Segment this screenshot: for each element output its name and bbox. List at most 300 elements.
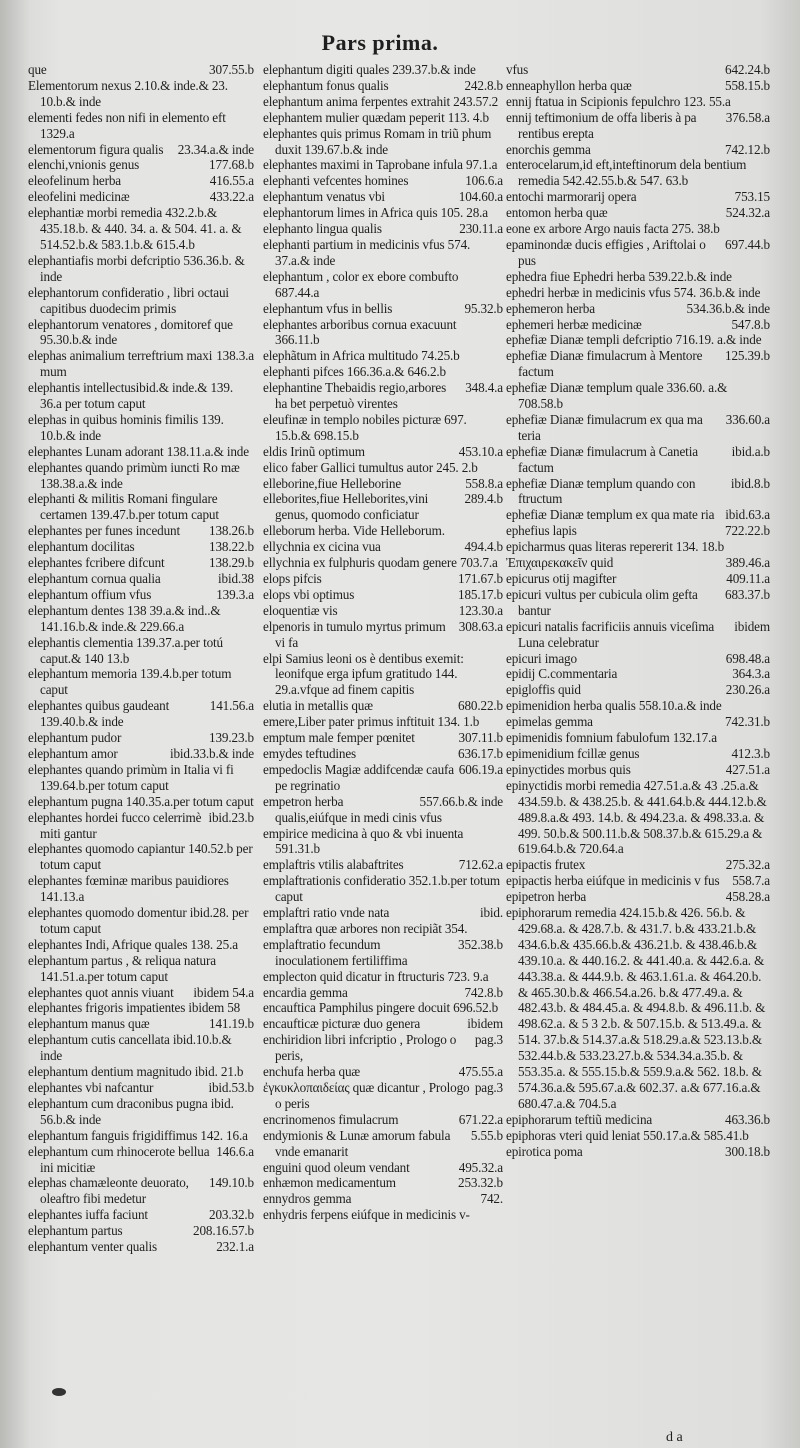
- index-entry-text: elops vbi optimus: [263, 586, 355, 602]
- index-entry: [263, 380, 503, 412]
- index-entry-text: elephantes Lunam adorant 138.11.a.& inde: [28, 443, 249, 459]
- index-entry: [28, 1016, 254, 1032]
- index-entry: [263, 1112, 503, 1128]
- index-entry-ref: 427.51.a: [725, 761, 770, 777]
- index-entry-ref: ibid.33.b.& inde: [169, 745, 254, 761]
- index-entry-text: epicharmus quas literas repererit 134. 18.b: [506, 539, 725, 555]
- index-entry-text: eone ex arbore Argo nauis facta 275. 38.b: [506, 221, 720, 237]
- index-entry: [263, 651, 503, 699]
- index-entry: [28, 555, 254, 571]
- index-entry: [28, 810, 254, 842]
- index-entry: [28, 635, 254, 667]
- index-entry-ref: 141.56.a: [209, 698, 254, 714]
- index-entry-ref: 138.22.b: [209, 539, 254, 555]
- index-entry-text: emere,Liber pater primus inftituit 134. 1.b: [263, 714, 480, 730]
- index-entry-ref: 149.10.b: [209, 1175, 254, 1191]
- index-entry: [506, 1112, 770, 1128]
- index-entry-text: entochi marmorarij opera: [506, 189, 637, 205]
- index-entry-text: elleborine,fiue Helleborine: [263, 475, 402, 491]
- index-entry-text: elpenoris in tumulo myrtus primum vi fa: [263, 618, 446, 650]
- index-entry-text: enhæmon medicamentum: [263, 1175, 396, 1191]
- index-entry: [506, 1144, 770, 1160]
- index-entry-text: elephantum dentes 138 39.a.& ind..& 141.16.b.& inde.& 229.66.a: [28, 602, 221, 634]
- index-entry-text: elephantorum limes in Africa quis 105. 28.a: [263, 205, 489, 221]
- index-entry-text: elephantes quomodo capiantur 140.52.b per totum caput: [28, 841, 253, 873]
- index-column-2: [263, 62, 503, 1223]
- index-entry: [28, 78, 254, 110]
- index-entry: [263, 826, 503, 858]
- index-entry: [263, 1207, 503, 1223]
- index-entry: [263, 714, 503, 730]
- index-entry-text: elementorum figura qualis: [28, 141, 164, 157]
- index-entry-text: enterocelarum,id eft,inteftinorum dela bentium remedia 542.42.55.b.& 547. 63.b: [506, 157, 747, 189]
- index-entry-ref: 557.66.b.& inde: [419, 793, 503, 809]
- index-entry-text: epimenidium fcillæ genus: [506, 745, 640, 761]
- ink-blot: [52, 1388, 66, 1396]
- index-entry: [28, 1144, 254, 1176]
- index-entry-text: elleborites,fiue Helleborites,vini genus, quomodo conficiatur: [263, 491, 429, 523]
- index-entry-text: elephantes Indi, Afrique quales 138. 25.a: [28, 936, 238, 952]
- index-entry-text: elephantes quando primùm in Italia vi fi 139.64.b.per totum caput: [28, 761, 234, 793]
- index-entry: [263, 237, 503, 269]
- index-entry-ref: 412.3.b: [731, 745, 770, 761]
- index-entry: [506, 619, 770, 651]
- index-entry: [263, 126, 503, 158]
- index-entry: [263, 730, 503, 746]
- index-entry: [506, 332, 770, 348]
- index-entry-ref: 185.17.b: [458, 586, 503, 602]
- index-entry: [506, 666, 770, 682]
- index-entry: [28, 841, 254, 873]
- index-entry-text: elephantes quando primùm iuncti Ro mæ 138.38.a.& inde: [28, 459, 240, 491]
- index-entry: [506, 142, 770, 158]
- index-entry: [28, 1223, 254, 1239]
- index-entry-text: elephantes fcribere difcunt: [28, 555, 165, 571]
- index-entry-text: elephantum venter qualis: [28, 1239, 157, 1255]
- index-entry: [506, 269, 770, 285]
- index-entry-text: ellychnia ex fulphuris quodam genere 703.7.a: [263, 555, 498, 571]
- index-entry-text: ennij ftatua in Scipionis fepulchro 123. 55.a: [506, 93, 731, 109]
- index-entry: [28, 905, 254, 937]
- index-entry-ref: 230.26.a: [725, 682, 770, 698]
- index-entry: [28, 698, 254, 730]
- index-entry-text: emplaftra quæ arbores non recipiãt 354.: [263, 920, 468, 936]
- index-entry: [28, 1096, 254, 1128]
- index-entry-text: eloquentiæ vis: [263, 602, 338, 618]
- index-entry: [506, 746, 770, 762]
- index-entry-ref: 416.55.a: [209, 173, 254, 189]
- index-entry-ref: 495.32.a: [458, 1159, 503, 1175]
- index-entry-ref: 698.48.a: [725, 650, 770, 666]
- index-entry: [28, 953, 254, 985]
- index-entry: [28, 587, 254, 603]
- index-entry-text: elleborum herba. Vide Helleborum.: [263, 523, 445, 539]
- page-title: Pars prima.: [321, 30, 439, 55]
- index-entry-ref: 308.63.a: [458, 618, 503, 634]
- index-entry-text: epicurus otij magifter: [506, 571, 617, 586]
- index-entry: [506, 78, 770, 94]
- index-entry-text: epimelas gemma: [506, 714, 593, 730]
- index-entry-ref: 106.6.a: [465, 173, 503, 189]
- index-entry: [28, 571, 254, 587]
- index-entry-text: elephantes vbi nafcantur: [28, 1080, 154, 1095]
- index-entry-ref: 364.3.a: [732, 666, 770, 682]
- index-entry-text: elephas in quibus hominis fimilis 139. 10.b.& inde: [28, 411, 224, 443]
- index-entry-text: epipactis frutex: [506, 857, 586, 873]
- index-entry-text: elephantes hordei fucco celerrimè miti gantur: [28, 809, 202, 841]
- index-entry-ref: ibidem 54.a: [193, 984, 254, 1000]
- index-entry: [263, 460, 503, 476]
- index-entry: [28, 1239, 254, 1255]
- index-entry: [506, 507, 770, 523]
- index-entry-text: elephantes fœminæ maribus pauidiores 141.13.a: [28, 873, 229, 905]
- index-entry: [263, 1175, 503, 1191]
- index-entry-text: emplaftri ratio vnde nata: [263, 905, 390, 921]
- index-entry-ref: 177.68.b: [209, 157, 254, 173]
- index-entry: [28, 317, 254, 349]
- index-entry-text: elephãtum in Africa multitudo 74.25.b: [263, 348, 460, 364]
- index-entry-ref: pag.3: [474, 1080, 503, 1095]
- index-entry: [263, 173, 503, 189]
- index-entry: [506, 94, 770, 110]
- index-entry: [263, 476, 503, 492]
- index-entry: [28, 762, 254, 794]
- index-entry-ref: 742.12.b: [725, 141, 770, 157]
- index-entry-text: Elementorum nexus 2.10.& inde.& 23. 10.b.& inde: [28, 77, 228, 109]
- index-entry: [28, 1080, 254, 1096]
- index-entry-text: elephanti pifces 166.36.a.& 646.2.b: [263, 364, 446, 380]
- index-entry-text: elephantine Thebaidis regio,arbores ha bet perpetuò virentes: [263, 380, 447, 412]
- index-entry-text: elephantorum venatores , domitoref que 95.30.b.& inde: [28, 316, 233, 348]
- index-entry-ref: ibid.8.b: [730, 475, 770, 491]
- index-entry-ref: 171.67.b: [458, 571, 503, 586]
- index-entry-ref: 547.8.b: [731, 316, 770, 332]
- index-entry: [506, 62, 770, 78]
- index-entry: [263, 491, 503, 523]
- index-entry-ref: 636.17.b: [458, 745, 503, 761]
- index-entry-text: elephantes quomodo domentur ibid.28. per totum caput: [28, 905, 249, 936]
- index-entry-text: elephanti & militis Romani fingulare certamen 139.47.b.per totum caput: [28, 491, 219, 523]
- index-entry-text: vfus: [506, 62, 529, 77]
- index-entry: [263, 762, 503, 794]
- index-entry: [506, 412, 770, 444]
- index-entry-text: elephantum venatus vbi: [263, 189, 385, 205]
- index-entry: [263, 444, 503, 460]
- index-entry-ref: 307.55.b: [209, 62, 254, 77]
- index-entry: [506, 571, 770, 587]
- index-entry-text: epiphoras vteri quid leniat 550.17.a.& 585.41.b: [506, 1127, 749, 1143]
- index-entry: [263, 698, 503, 714]
- index-entry-ref: 125.39.b: [725, 348, 770, 364]
- signature-mark: d a: [666, 1430, 683, 1445]
- index-entry: [263, 905, 503, 921]
- index-entry: [263, 969, 503, 985]
- index-entry-ref: 558.15.b: [725, 77, 770, 93]
- index-entry-ref: ibidem: [734, 618, 770, 634]
- index-entry: [28, 189, 254, 205]
- index-entry-text: epipetron herba: [506, 889, 587, 905]
- index-entry-text: elephantum partus: [28, 1223, 123, 1239]
- index-entry: [263, 1000, 503, 1016]
- index-entry: [28, 142, 254, 158]
- index-entry-ref: 376.58.a: [725, 109, 770, 125]
- index-entry-text: epicuri imago: [506, 650, 577, 666]
- index-entry-ref: 232.1.a: [216, 1239, 254, 1255]
- index-entry: [506, 682, 770, 698]
- index-entry-ref: 458.28.a: [725, 889, 770, 905]
- index-entry: [28, 62, 254, 78]
- index-entry-text: elephantum fonus qualis: [263, 77, 389, 93]
- index-entry-ref: 208.16.57.b: [193, 1223, 254, 1239]
- index-entry: [263, 523, 503, 539]
- index-entry-text: epigloffis quid: [506, 682, 581, 698]
- index-entry-text: elephantes frigoris impatientes ibidem 58: [28, 1000, 241, 1016]
- index-entry-text: elephanti partium in medicinis vfus 574. 37.a.& inde: [263, 236, 471, 268]
- index-entry-text: eleofelini medicinæ: [28, 189, 130, 205]
- index-entry-ref: 139.23.b: [209, 730, 254, 746]
- index-entry: [506, 857, 770, 873]
- index-entry-ref: 289.4.b: [464, 491, 503, 507]
- index-entry: [506, 523, 770, 539]
- index-entry-text: ellychnia ex cicina vua: [263, 539, 381, 555]
- index-entry: [263, 205, 503, 221]
- index-entry: [28, 491, 254, 523]
- index-entry-text: elephantum cum draconibus pugna ibid. 56.b.& inde: [28, 1095, 234, 1127]
- index-entry-ref: 558.8.a: [465, 475, 503, 491]
- index-entry-text: elephantum digiti quales 239.37.b.& inde: [263, 62, 476, 77]
- index-entry: [263, 221, 503, 237]
- index-entry: [263, 110, 503, 126]
- index-entry: [506, 110, 770, 142]
- index-entry-ref: 253.32.b: [458, 1175, 503, 1191]
- index-entry-ref: 534.36.b.& inde: [686, 300, 770, 316]
- index-entry-ref: 742.: [480, 1191, 503, 1207]
- index-entry: [28, 348, 254, 380]
- index-entry: [28, 157, 254, 173]
- index-entry-text: empedoclis Magiæ addifcendæ caufa pe regrinatio: [263, 761, 454, 793]
- index-entry-ref: 141.19.b: [209, 1016, 254, 1032]
- index-entry: [263, 857, 503, 873]
- index-entry-text: epimenidis fomnium fabulofum 132.17.a: [506, 730, 717, 746]
- index-entry: [263, 1064, 503, 1080]
- index-entry-text: enhydris ferpens eiúfque in medicinis v-: [263, 1207, 470, 1223]
- index-entry-ref: 123.30.a: [458, 602, 503, 618]
- index-entry-text: enguini quod oleum vendant: [263, 1159, 410, 1175]
- index-entry-text: elephantum vfus in bellis: [263, 300, 393, 316]
- index-entry-text: ephedri herbæ in medicinis vfus 574. 36.b.& inde: [506, 284, 761, 300]
- index-entry-text: ephefiæ Dianæ fimulacrum ex qua ma teria: [506, 411, 703, 443]
- index-entry-text: epicuri vultus per cubicula olim gefta bantur: [506, 586, 698, 618]
- index-entry-text: elephantem mulier quædam peperit 113. 4.b: [263, 109, 489, 125]
- index-entry-text: ephefiæ Dianæ templum quando con ftructum: [506, 475, 696, 507]
- index-entry-text: ennydros gemma: [263, 1191, 352, 1207]
- index-entry: [263, 539, 503, 555]
- index-entry: [28, 444, 254, 460]
- index-entry-ref: 683.37.b: [725, 586, 770, 602]
- index-entry-text: empirice medicina à quo & vbi inuenta 591.31.b: [263, 825, 464, 857]
- index-entry: [28, 412, 254, 444]
- index-entry-ref: 753.15: [734, 189, 770, 205]
- index-entry: [28, 253, 254, 285]
- index-entry: [28, 380, 254, 412]
- index-entry: [28, 173, 254, 189]
- index-entry-text: epirotica poma: [506, 1143, 583, 1159]
- index-entry-text: ephedra fiue Ephedri herba 539.22.b.& inde: [506, 268, 732, 284]
- index-entry: [263, 317, 503, 349]
- index-entry-ref: 642.24.b: [725, 62, 770, 77]
- index-entry-text: elephantum manus quæ: [28, 1016, 150, 1032]
- index-entry: [263, 587, 503, 603]
- index-entry-ref: 139.3.a: [216, 586, 254, 602]
- index-entry-text: epidij C.commentaria: [506, 666, 618, 682]
- index-entry-ref: 95.32.b: [464, 300, 503, 316]
- index-entry: [263, 364, 503, 380]
- index-entry-ref: ibid.a.b: [731, 443, 770, 459]
- index-entry: [263, 62, 503, 78]
- index-entry-text: ephefiæ Dianæ templi defcriptio 716.19. a.& inde: [506, 332, 762, 348]
- index-entry-text: emplaftratio fecundum inoculationem fertiliffima: [263, 936, 408, 968]
- index-entry-text: elephantes quibus gaudeant 139.40.b.& inde: [28, 698, 170, 730]
- index-entry: [28, 110, 254, 142]
- index-entry-ref: 494.4.b: [464, 539, 503, 555]
- index-entry-ref: 5.55.b: [470, 1127, 503, 1143]
- index-entry: [263, 1191, 503, 1207]
- index-entry-text: Ἐπιχαιρεκακεῖν quid: [506, 555, 614, 571]
- index-entry-ref: 138.26.b: [209, 523, 254, 539]
- index-entry-text: elephanto lingua qualis: [263, 221, 382, 237]
- index-entry-text: elephas chamæleonte deuorato, oleaftro fibi medetur: [28, 1175, 189, 1207]
- index-entry-text: elephantes quis primus Romam in triũ phum duxit 139.67.b.& inde: [263, 125, 492, 157]
- index-entry: [506, 237, 770, 269]
- index-entry-text: elephantum , color ex ebore combufto 687.44.a: [263, 268, 459, 300]
- index-entry-text: elephantiafis morbi defcriptio 536.36.b. & inde: [28, 252, 245, 284]
- index-entry: [28, 730, 254, 746]
- index-entry-ref: 742.31.b: [725, 714, 770, 730]
- index-entry-text: emydes teftudines: [263, 745, 357, 761]
- index-entry-text: elephantorum confideratio , libri octaui capitibus duodecim primis: [28, 284, 229, 316]
- index-entry: [28, 985, 254, 1001]
- index-entry: [263, 157, 503, 173]
- index-entry: [506, 730, 770, 746]
- index-entry-text: emplecton quid dicatur in ftructuris 723. 9.a: [263, 968, 489, 984]
- index-entry: [506, 205, 770, 221]
- index-entry-text: elephantes iuffa faciunt: [28, 1207, 148, 1223]
- index-entry: [506, 714, 770, 730]
- index-entry-text: elephantum dentium magnitudo ibid. 21.b: [28, 1064, 244, 1080]
- index-entry: [506, 1128, 770, 1144]
- index-entry-ref: 712.62.a: [458, 857, 503, 873]
- index-entry: [263, 78, 503, 94]
- index-entry-text: elephantum memoria 139.4.b.per totum caput: [28, 666, 232, 698]
- index-entry: [263, 189, 503, 205]
- index-entry-text: elephantis clementia 139.37.a.per totú caput.& 140 13.b: [28, 634, 223, 666]
- index-entry-ref: 475.55.a: [458, 1064, 503, 1080]
- index-entry-ref: 433.22.a: [209, 189, 254, 205]
- index-entry-text: elephanti vefcentes homines: [263, 173, 409, 189]
- index-entry: [263, 985, 503, 1001]
- index-entry: [263, 921, 503, 937]
- index-entry-text: eleofelinum herba: [28, 173, 122, 189]
- index-entry: [263, 1080, 503, 1112]
- index-entry: [263, 1160, 503, 1176]
- index-entry-text: enchiridion libri infcriptio , Prologo o peris,: [263, 1032, 457, 1064]
- index-entry: [506, 762, 770, 778]
- index-entry: [506, 221, 770, 237]
- index-entry: [506, 889, 770, 905]
- index-entry-ref: 104.60.a: [458, 189, 503, 205]
- index-entry-text: elephas animalium terreftrium maxi mum: [28, 348, 213, 380]
- index-entry: [28, 460, 254, 492]
- index-entry-ref: ibid.38: [218, 571, 254, 586]
- index-entry-text: elops pifcis: [263, 571, 322, 586]
- index-entry: [506, 189, 770, 205]
- index-entry-ref: 389.46.a: [725, 555, 770, 571]
- index-entry-ref: 275.32.a: [725, 857, 770, 873]
- index-entry: [506, 476, 770, 508]
- index-entry-text: epinyctides morbus quis: [506, 761, 631, 777]
- index-entry-text: empetron herba qualis,eiúfque in medi cinis vfus: [263, 793, 442, 825]
- index-entry-text: enneaphyllon herba quæ: [506, 77, 632, 93]
- index-entry-text: ephefiæ Dianæ templum ex qua mate ria: [506, 507, 715, 523]
- index-entry-text: epipactis herba eiúfque in medicinis v fus: [506, 873, 720, 889]
- index-entry-text: elephantes arboribus cornua exacuunt 366.11.b: [263, 316, 457, 348]
- index-entry: [263, 873, 503, 905]
- index-entry-text: eleufinæ in templo nobiles picturæ 697. 15.b.& 698.15.b: [263, 411, 467, 443]
- index-entry: [506, 380, 770, 412]
- index-entry: [28, 603, 254, 635]
- index-entry-text: epicuri natalis facrificiis annuis viceſima Luna celebratur: [506, 618, 715, 650]
- index-entry: [28, 937, 254, 953]
- index-entry: [263, 1032, 503, 1064]
- index-entry-ref: 146.6.a: [216, 1143, 254, 1159]
- index-entry: [506, 444, 770, 476]
- index-entry: [28, 1175, 254, 1207]
- index-entry: [506, 873, 770, 889]
- index-entry: [506, 157, 770, 189]
- index-entry: [263, 746, 503, 762]
- index-entry-ref: 722.22.b: [725, 523, 770, 539]
- index-entry-text: eldis Irinũ optimum: [263, 443, 365, 459]
- index-entry: [506, 587, 770, 619]
- index-entry-ref: 558.7.a: [732, 873, 770, 889]
- index-entry: [28, 1032, 254, 1064]
- index-entry: [28, 1064, 254, 1080]
- index-entry-ref: 524.32.a: [725, 205, 770, 221]
- index-entry: [263, 412, 503, 444]
- index-entry-text: elephantum cornua qualia: [28, 571, 161, 586]
- index-entry-text: ennij teftimonium de offa liberis à pa rentibus erepta: [506, 109, 697, 141]
- index-entry: [506, 905, 770, 1112]
- index-entry-text: que: [28, 62, 47, 77]
- index-entry-text: elephantum partus , & reliqua natura 141.51.a.per totum caput: [28, 952, 216, 984]
- index-entry: [506, 555, 770, 571]
- index-entry-ref: 307.11.b: [458, 730, 503, 746]
- index-entry-text: elico faber Gallici tumultus autor 245. 2.b: [263, 459, 478, 475]
- index-entry-ref: ibid.23.b: [208, 809, 254, 825]
- index-entry-text: elephantiæ morbi remedia 432.2.b.& 435.18.b. & 440. 34. a. & 504. 41. a. & 514.52.b.& 583.1.b.& 615.4.b: [28, 205, 242, 252]
- index-entry-text: ephefius lapis: [506, 523, 577, 539]
- index-entry-ref: 336.60.a: [725, 411, 770, 427]
- index-entry-ref: 680.22.b: [458, 698, 503, 714]
- index-entry-ref: 352.38.b: [458, 936, 503, 952]
- index-entry-ref: 203.32.b: [209, 1207, 254, 1223]
- index-entry-text: elephantum amor: [28, 745, 118, 761]
- index-entry-text: enchufa herba quæ: [263, 1064, 361, 1080]
- index-column-3: [506, 62, 770, 1160]
- index-entry-text: elephantum offium vfus: [28, 586, 152, 602]
- index-entry-text: encardia gemma: [263, 984, 348, 1000]
- index-entry: [263, 94, 503, 110]
